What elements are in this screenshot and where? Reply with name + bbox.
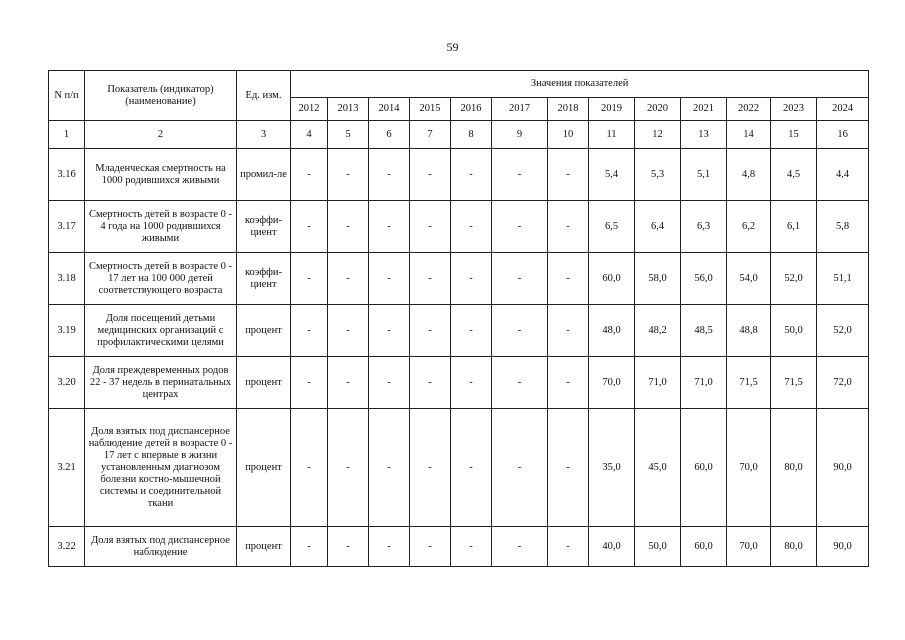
value-cell: - — [369, 357, 410, 409]
table-row — [49, 527, 869, 567]
value-cell: - — [548, 409, 589, 527]
row-unit: коэффи-циент — [237, 253, 291, 305]
column-number: 3 — [237, 121, 291, 149]
value-cell: - — [548, 357, 589, 409]
row-unit: коэффи-циент — [237, 201, 291, 253]
value-cell: 40,0 — [589, 527, 635, 567]
value-cell: 5,4 — [589, 149, 635, 201]
row-id: 3.21 — [49, 409, 85, 527]
table-row — [49, 253, 869, 305]
value-cell: - — [492, 409, 548, 527]
value-cell: - — [291, 201, 328, 253]
column-number: 7 — [410, 121, 451, 149]
row-unit: процент — [237, 409, 291, 527]
column-number: 12 — [635, 121, 681, 149]
row-id: 3.17 — [49, 201, 85, 253]
value-cell: - — [291, 357, 328, 409]
table-row — [49, 409, 869, 527]
value-cell: - — [291, 149, 328, 201]
row-indicator-name: Доля взятых под диспансерное наблюдение — [85, 527, 237, 567]
value-cell: - — [328, 527, 369, 567]
header-year: 2023 — [771, 98, 817, 121]
value-cell: 54,0 — [727, 253, 771, 305]
value-cell: 45,0 — [635, 409, 681, 527]
column-number: 10 — [548, 121, 589, 149]
value-cell: - — [369, 305, 410, 357]
value-cell: - — [492, 253, 548, 305]
value-cell: - — [410, 409, 451, 527]
value-cell: - — [369, 149, 410, 201]
value-cell: 6,4 — [635, 201, 681, 253]
column-number: 5 — [328, 121, 369, 149]
table-row — [49, 149, 869, 201]
table-row — [49, 201, 869, 253]
value-cell: 5,8 — [817, 201, 869, 253]
table-row — [49, 357, 869, 409]
value-cell: - — [328, 305, 369, 357]
column-number: 13 — [681, 121, 727, 149]
indicators-table — [48, 70, 869, 567]
header-unit: Ед. изм. — [237, 71, 291, 121]
row-unit: промил-ле — [237, 149, 291, 201]
column-number: 8 — [451, 121, 492, 149]
value-cell: - — [492, 305, 548, 357]
header-year: 2024 — [817, 98, 869, 121]
header-year: 2022 — [727, 98, 771, 121]
value-cell: - — [410, 527, 451, 567]
row-indicator-name: Смертность детей в возрасте 0 - 4 года на 1000 родившихся живыми — [85, 201, 237, 253]
row-id: 3.20 — [49, 357, 85, 409]
value-cell: - — [451, 201, 492, 253]
value-cell: 56,0 — [681, 253, 727, 305]
value-cell: - — [328, 357, 369, 409]
value-cell: - — [291, 305, 328, 357]
value-cell: 90,0 — [817, 527, 869, 567]
row-unit: процент — [237, 305, 291, 357]
row-unit: процент — [237, 527, 291, 567]
value-cell: 90,0 — [817, 409, 869, 527]
value-cell: 60,0 — [589, 253, 635, 305]
value-cell: 72,0 — [817, 357, 869, 409]
column-number: 2 — [85, 121, 237, 149]
value-cell: 80,0 — [771, 527, 817, 567]
row-id: 3.18 — [49, 253, 85, 305]
value-cell: - — [492, 527, 548, 567]
value-cell: - — [410, 149, 451, 201]
row-unit: процент — [237, 357, 291, 409]
header-year: 2021 — [681, 98, 727, 121]
value-cell: 48,2 — [635, 305, 681, 357]
row-indicator-name: Младенческая смертность на 1000 родившихся живыми — [85, 149, 237, 201]
value-cell: 5,3 — [635, 149, 681, 201]
value-cell: 50,0 — [771, 305, 817, 357]
column-number: 11 — [589, 121, 635, 149]
column-number: 1 — [49, 121, 85, 149]
value-cell: - — [492, 201, 548, 253]
value-cell: 71,0 — [681, 357, 727, 409]
value-cell: 70,0 — [727, 409, 771, 527]
value-cell: 70,0 — [589, 357, 635, 409]
value-cell: - — [328, 149, 369, 201]
value-cell: - — [410, 357, 451, 409]
header-values-group: Значения показателей — [291, 71, 869, 98]
value-cell: 50,0 — [635, 527, 681, 567]
column-number: 15 — [771, 121, 817, 149]
value-cell: 4,4 — [817, 149, 869, 201]
value-cell: 48,5 — [681, 305, 727, 357]
value-cell: - — [548, 149, 589, 201]
value-cell: 4,5 — [771, 149, 817, 201]
value-cell: - — [369, 409, 410, 527]
value-cell: - — [492, 149, 548, 201]
value-cell: 71,5 — [771, 357, 817, 409]
value-cell: 60,0 — [681, 409, 727, 527]
value-cell: 48,0 — [589, 305, 635, 357]
value-cell: - — [328, 201, 369, 253]
column-number: 14 — [727, 121, 771, 149]
value-cell: - — [548, 201, 589, 253]
value-cell: 71,5 — [727, 357, 771, 409]
header-year: 2012 — [291, 98, 328, 121]
value-cell: - — [410, 201, 451, 253]
value-cell: 6,3 — [681, 201, 727, 253]
header-year: 2015 — [410, 98, 451, 121]
value-cell: 48,8 — [727, 305, 771, 357]
header-year: 2017 — [492, 98, 548, 121]
value-cell: - — [410, 253, 451, 305]
value-cell: - — [291, 253, 328, 305]
row-id: 3.16 — [49, 149, 85, 201]
value-cell: 5,1 — [681, 149, 727, 201]
header-year: 2013 — [328, 98, 369, 121]
value-cell: 71,0 — [635, 357, 681, 409]
header-num: N п/п — [49, 71, 85, 121]
header-year: 2018 — [548, 98, 589, 121]
row-id: 3.22 — [49, 527, 85, 567]
header-year: 2020 — [635, 98, 681, 121]
table-row — [49, 305, 869, 357]
value-cell: 4,8 — [727, 149, 771, 201]
value-cell: 60,0 — [681, 527, 727, 567]
page-number: 59 — [446, 40, 459, 54]
value-cell: 35,0 — [589, 409, 635, 527]
value-cell: 52,0 — [817, 305, 869, 357]
value-cell: 6,1 — [771, 201, 817, 253]
value-cell: - — [548, 305, 589, 357]
row-indicator-name: Доля преждевременных родов 22 - 37 недель в перинатальных центрах — [85, 357, 237, 409]
row-indicator-name: Доля посещений детьми медицинских организаций с профилактическими целями — [85, 305, 237, 357]
value-cell: 70,0 — [727, 527, 771, 567]
value-cell: 58,0 — [635, 253, 681, 305]
value-cell: 80,0 — [771, 409, 817, 527]
value-cell: - — [291, 409, 328, 527]
value-cell: - — [369, 253, 410, 305]
value-cell: - — [328, 409, 369, 527]
value-cell: - — [451, 527, 492, 567]
header-year: 2014 — [369, 98, 410, 121]
value-cell: - — [451, 253, 492, 305]
value-cell: - — [291, 527, 328, 567]
value-cell: - — [451, 409, 492, 527]
value-cell: - — [369, 527, 410, 567]
value-cell: - — [410, 305, 451, 357]
value-cell: - — [548, 527, 589, 567]
header-year: 2019 — [589, 98, 635, 121]
header-year: 2016 — [451, 98, 492, 121]
value-cell: - — [451, 305, 492, 357]
row-indicator-name: Доля взятых под диспансерное наблюдение детей в возрасте 0 - 17 лет с впервые в жизни установленным диагнозом болезни костно-мышечной системы и соединительной ткани — [85, 409, 237, 527]
value-cell: - — [548, 253, 589, 305]
value-cell: 6,5 — [589, 201, 635, 253]
value-cell: 52,0 — [771, 253, 817, 305]
column-number: 9 — [492, 121, 548, 149]
value-cell: - — [451, 149, 492, 201]
value-cell: 6,2 — [727, 201, 771, 253]
value-cell: - — [328, 253, 369, 305]
row-indicator-name: Смертность детей в возрасте 0 - 17 лет на 100 000 детей соответствующего возраста — [85, 253, 237, 305]
column-number: 16 — [817, 121, 869, 149]
header-name: Показатель (индикатор) (наименование) — [85, 71, 237, 121]
value-cell: 51,1 — [817, 253, 869, 305]
column-number: 4 — [291, 121, 328, 149]
column-number: 6 — [369, 121, 410, 149]
value-cell: - — [492, 357, 548, 409]
value-cell: - — [451, 357, 492, 409]
value-cell: - — [369, 201, 410, 253]
row-id: 3.19 — [49, 305, 85, 357]
